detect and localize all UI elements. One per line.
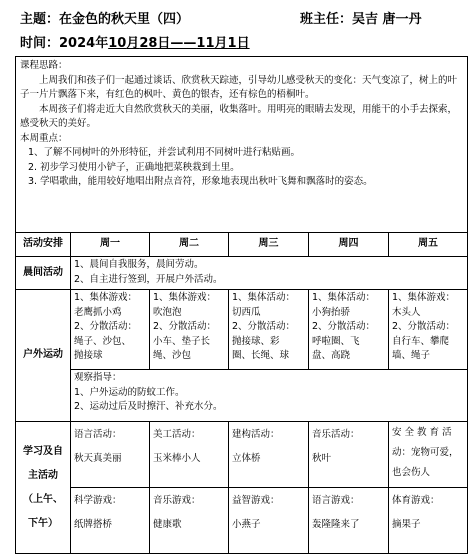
outdoor-line: 切西瓜: [232, 306, 261, 318]
time-month-char-2: 月: [214, 36, 228, 51]
guide-title: 观察指导：: [74, 372, 122, 383]
outdoor-line: 木头人: [392, 306, 421, 318]
guide-item: 1、户外运动的防蚊工作。: [74, 386, 185, 398]
morning-label: 晨间活动: [16, 257, 71, 290]
study-label-line: 学习及自: [23, 445, 63, 457]
time-start-month: 10: [108, 36, 127, 51]
goals-title: 本周重点：: [20, 132, 68, 144]
activity-name: 健康歌: [153, 519, 182, 530]
outdoor-row: [16, 290, 468, 370]
outdoor-line: 2、分散活动：: [232, 321, 296, 332]
study-cell-wed-2: [229, 488, 309, 554]
outdoor-line: 1、集体活动：: [312, 292, 376, 303]
activity-type: 科学游戏：: [74, 495, 122, 506]
study-row-2: [16, 488, 468, 554]
activity-name: 秋天真美丽: [74, 453, 122, 464]
intro-cell: [16, 57, 468, 233]
time-month-char-1: 月: [126, 36, 140, 51]
outdoor-line: 抛接球: [74, 350, 103, 361]
outdoor-line: 1、集体游戏：: [153, 292, 217, 303]
study-cell-fri-1: [389, 422, 468, 488]
study-row-1: [16, 422, 468, 488]
outdoor-cell-tue: [150, 290, 229, 370]
outdoor-guide-cell: [71, 370, 468, 422]
activity-name: 摘果子: [392, 519, 421, 530]
activity-type: 音乐游戏：: [153, 495, 201, 506]
outdoor-line: 墙、绳子: [392, 350, 431, 361]
activity-name: 纸牌搭桥: [74, 519, 113, 530]
outdoor-line: 自行车、攀爬: [392, 335, 450, 347]
teacher-label: 班主任：: [300, 12, 353, 27]
outdoor-line: 2、分散活动：: [74, 321, 138, 332]
outdoor-label: 户外运动: [16, 290, 71, 422]
activity-type: 建构活动：: [232, 429, 280, 440]
activity-name: 玉米棒小人: [153, 453, 201, 464]
theme-value: 在金色的秋天里（四）: [59, 12, 190, 27]
outdoor-line: 2、分散活动：: [312, 321, 376, 332]
time-end-month: 11: [196, 36, 215, 51]
outdoor-cell-mon: [71, 290, 150, 370]
study-label: [16, 422, 71, 554]
activity-name: 小燕子: [232, 519, 261, 530]
activity-type: 语言活动：: [74, 429, 122, 440]
activity-name: 立体桥: [232, 453, 261, 464]
study-cell-wed-1: [229, 422, 309, 488]
outdoor-line: 抛接球、彩: [232, 335, 280, 347]
activity-type: 美工活动：: [153, 429, 201, 440]
guide-item: 2、运动过后及时擦汗、补充水分。: [74, 401, 223, 412]
goal-item: 2. 初步学习使用小铲子，正确地把菜秧栽到土里。: [28, 161, 240, 173]
teacher-line: [300, 8, 422, 27]
goal-item: 3. 学唱歌曲，能用较好地唱出附点音符，形象地表现出秋叶飞舞和飘落时的姿态。: [28, 176, 373, 187]
time-line: [20, 32, 250, 51]
activity-type: 语言游戏：: [312, 495, 360, 506]
activity-name: 轰隆隆来了: [312, 519, 360, 530]
outdoor-cell-fri: [389, 290, 468, 370]
study-label-line: 主活动: [28, 469, 58, 481]
outdoor-cell-wed: [229, 290, 309, 370]
time-day-char: 日: [236, 36, 250, 51]
outdoor-line: 盘、高跷: [312, 350, 351, 361]
outdoor-line: 小狗抬骄: [312, 306, 351, 318]
time-separator: 日——: [157, 36, 197, 51]
activity-type: 益智游戏：: [232, 495, 280, 506]
outdoor-line: 1、集体游戏：: [74, 292, 138, 303]
outdoor-line: 老鹰抓小鸡: [74, 306, 122, 318]
day-header-mon: 周一: [71, 233, 150, 257]
outdoor-line: 圈、长绳、球: [232, 350, 290, 361]
study-cell-thu-2: [309, 488, 389, 554]
schedule-label: 活动安排: [16, 233, 71, 257]
morning-cell: [71, 257, 468, 290]
study-cell-tue-2: [150, 488, 229, 554]
outdoor-line: 吹泡泡: [153, 306, 182, 318]
study-cell-thu-1: [309, 422, 389, 488]
activity-name: 秋叶: [312, 453, 332, 464]
outdoor-line: 2、分散活动：: [153, 321, 217, 332]
outdoor-line: 2、分散活动：: [392, 321, 456, 332]
goal-item: 1、了解不同树叶的外形特征，并尝试利用不同树叶进行粘贴画。: [28, 147, 301, 158]
day-header-wed: 周三: [229, 233, 309, 257]
activity-name: 也会伤人: [392, 467, 431, 478]
theme-line: [20, 8, 189, 27]
time-end-day: 1: [227, 36, 237, 51]
time-year: 2024年: [59, 36, 109, 51]
intro-paragraph-2: 本周孩子们将走近大自然欣赏秋天的美丽，收集落叶。用明亮的眼睛去发现，用能干的小手去探索，感受秋天的美好。: [20, 103, 458, 129]
study-label-line: （上午、: [23, 493, 63, 505]
day-header-tue: 周二: [150, 233, 229, 257]
outdoor-cell-thu: [309, 290, 389, 370]
outdoor-line: 1、集体活动：: [232, 292, 296, 303]
morning-item: 2、自主进行签到，开展户外活动。: [74, 273, 223, 285]
intro-paragraph-1: 上周我们和孩子们一起通过谈话、欣赏秋天踪迹，引导幼儿感受秋天的变化：天气变凉了，树上的叶子一片片飘落下来，有红色的枫叶、黄色的银杏，还有棕色的梧桐叶。: [20, 74, 458, 100]
day-header-thu: 周四: [309, 233, 389, 257]
outdoor-line: 绳、沙包: [153, 350, 192, 361]
study-cell-tue-1: [150, 422, 229, 488]
outdoor-line: 绳子、沙包、: [74, 335, 132, 347]
schedule-header-row: [16, 233, 468, 257]
study-cell-mon-1: [71, 422, 150, 488]
study-label-line: 下午）: [28, 517, 58, 529]
weekly-plan-table: [15, 56, 468, 554]
activity-type: 安 全 教 育 活 动：宠物可爱，: [392, 427, 459, 458]
day-header-fri: 周五: [389, 233, 468, 257]
intro-row: [16, 57, 468, 233]
morning-item: 1、晨间自我服务，晨间劳动。: [74, 259, 204, 270]
intro-title: 课程思路：: [20, 60, 68, 71]
time-label: 时间：: [20, 36, 60, 51]
outdoor-line: 小车、垫子长: [153, 335, 211, 347]
activity-type: 体育游戏：: [392, 495, 440, 506]
morning-row: [16, 257, 468, 290]
time-start-day: 28: [139, 36, 158, 51]
study-cell-fri-2: [389, 488, 468, 554]
study-cell-mon-2: [71, 488, 150, 554]
outdoor-line: 呼啦圈、飞: [312, 335, 360, 347]
activity-type: 音乐活动：: [312, 429, 360, 440]
theme-label: 主题：: [20, 12, 60, 27]
outdoor-guide-row: [16, 370, 468, 422]
teacher-value: 吴吉 唐一丹: [352, 12, 422, 27]
outdoor-line: 1、集体游戏：: [392, 292, 456, 303]
